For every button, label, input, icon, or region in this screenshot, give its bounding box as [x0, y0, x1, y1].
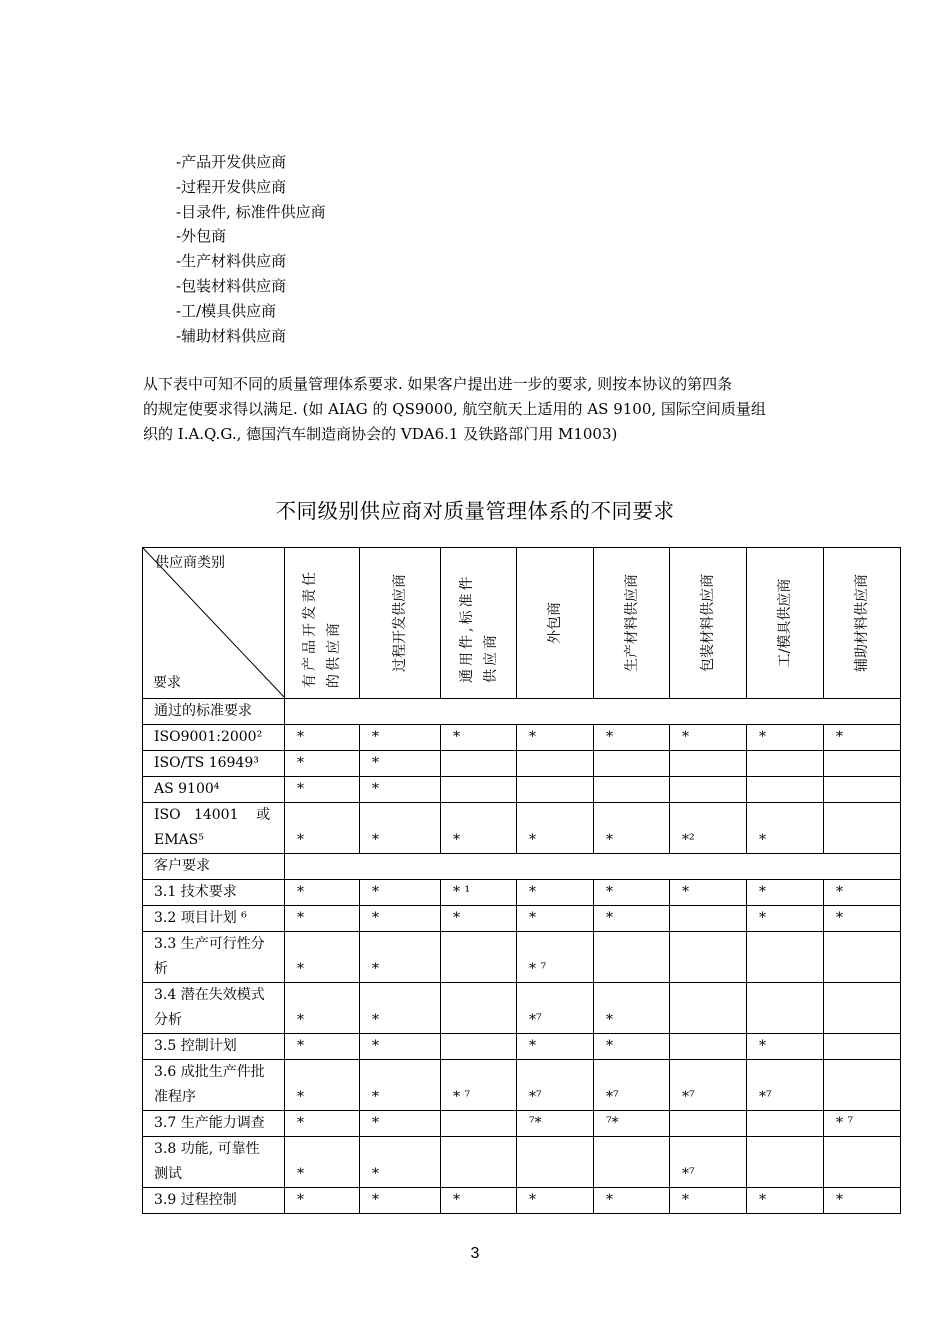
- table-row: [143, 1034, 901, 1060]
- requirement-mark: *: [360, 906, 441, 932]
- list-item: -辅助材料供应商: [176, 326, 287, 345]
- requirement-mark: * ⁷: [441, 1060, 517, 1111]
- requirement-mark: *: [360, 751, 441, 777]
- requirement-mark: ⁷*: [594, 1111, 670, 1137]
- requirement-mark: *: [670, 725, 747, 751]
- requirement-mark: [441, 777, 517, 803]
- column-header: 通用件,标准件供应商: [441, 548, 517, 699]
- requirement-mark: *: [747, 1188, 824, 1214]
- requirement-mark: * ¹: [441, 880, 517, 906]
- requirement-mark: [441, 1034, 517, 1060]
- row-label: AS 9100⁴: [143, 777, 285, 803]
- requirement-mark: *: [747, 880, 824, 906]
- requirement-mark: *: [517, 1034, 594, 1060]
- table-row: [143, 803, 901, 854]
- table-row: [143, 777, 901, 803]
- requirement-mark: *: [360, 1060, 441, 1111]
- requirement-mark: *: [594, 803, 670, 854]
- requirement-mark: *: [594, 880, 670, 906]
- list-item: -产品开发供应商: [176, 153, 287, 171]
- requirement-mark: [517, 777, 594, 803]
- requirement-mark: ⁷*: [517, 1111, 594, 1137]
- requirement-mark: *: [747, 803, 824, 854]
- requirement-mark: [824, 803, 901, 854]
- requirement-mark: [824, 751, 901, 777]
- list-item: -工/模具供应商: [176, 301, 277, 320]
- corner-top-label: 供应商类别: [155, 555, 225, 571]
- requirement-mark: [441, 1111, 517, 1137]
- row-label: 3.6 成批生产件批 准程序: [143, 1060, 285, 1111]
- section-label: 通过的标准要求: [143, 699, 285, 725]
- requirement-mark: *: [670, 880, 747, 906]
- requirement-mark: [747, 751, 824, 777]
- table-row: [143, 906, 901, 932]
- requirement-mark: *: [285, 725, 360, 751]
- requirement-mark: *: [285, 1111, 360, 1137]
- requirement-mark: [441, 1137, 517, 1188]
- requirement-mark: *: [360, 1111, 441, 1137]
- requirement-mark: *: [747, 906, 824, 932]
- intro-paragraph: [143, 372, 815, 447]
- requirement-mark: *: [285, 880, 360, 906]
- table-row: [143, 983, 901, 1034]
- requirement-mark: *⁷: [747, 1060, 824, 1111]
- requirement-mark: *: [517, 725, 594, 751]
- table-row: [143, 1111, 901, 1137]
- requirement-mark: *: [360, 725, 441, 751]
- list-item: -包装材料供应商: [176, 276, 287, 295]
- requirement-mark: *: [517, 906, 594, 932]
- requirement-mark: *: [360, 1137, 441, 1188]
- requirement-mark: *: [285, 983, 360, 1034]
- requirement-mark: *: [285, 777, 360, 803]
- requirement-mark: [517, 1137, 594, 1188]
- requirement-mark: [670, 751, 747, 777]
- requirement-mark: * ⁷: [517, 932, 594, 983]
- requirement-mark: *: [670, 1188, 747, 1214]
- row-label: 3.8 功能, 可靠性 测试: [143, 1137, 285, 1188]
- requirement-mark: *: [360, 777, 441, 803]
- requirement-mark: *⁷: [594, 1060, 670, 1111]
- row-label: 3.7 生产能力调查: [143, 1111, 285, 1137]
- requirement-mark: *⁷: [670, 1137, 747, 1188]
- list-item: -目录件, 标准件供应商: [176, 202, 326, 221]
- requirement-mark: *: [285, 1137, 360, 1188]
- requirement-mark: *: [285, 932, 360, 983]
- column-header: 工/模具供应商: [747, 548, 824, 699]
- requirement-mark: [441, 983, 517, 1034]
- paragraph-line: 从下表中可知不同的质量管理体系要求. 如果客户提出进一步的要求, 则按本协议的第四条: [143, 375, 733, 393]
- requirement-mark: *: [360, 803, 441, 854]
- requirement-mark: [670, 1111, 747, 1137]
- row-label: 3.2 项目计划 ⁶: [143, 906, 285, 932]
- requirement-mark: [824, 777, 901, 803]
- table-row: [143, 725, 901, 751]
- requirement-mark: *: [441, 1188, 517, 1214]
- requirement-mark: *: [360, 880, 441, 906]
- requirement-mark: [824, 1137, 901, 1188]
- section-label: 客户要求: [143, 854, 285, 880]
- requirement-mark: *: [441, 803, 517, 854]
- table-row: [143, 932, 901, 983]
- table-row: [143, 1060, 901, 1111]
- requirement-mark: *: [360, 932, 441, 983]
- row-label: 3.9 过程控制: [143, 1188, 285, 1214]
- corner-cell: [143, 548, 285, 699]
- paragraph-line: 织的 I.A.Q.G., 德国汽车制造商协会的 VDA6.1 及铁路部门用 M1003): [143, 425, 618, 443]
- row-label: ISO 14001 或 EMAS⁵: [143, 803, 285, 854]
- requirement-mark: [747, 777, 824, 803]
- requirement-mark: [517, 751, 594, 777]
- requirement-mark: [824, 983, 901, 1034]
- requirement-mark: *: [285, 1060, 360, 1111]
- requirement-mark: *²: [670, 803, 747, 854]
- row-label: 3.5 控制计划: [143, 1034, 285, 1060]
- requirement-mark: *: [824, 880, 901, 906]
- requirement-mark: *: [594, 725, 670, 751]
- requirement-mark: *: [285, 1034, 360, 1060]
- column-header: 生产材料供应商: [594, 548, 670, 699]
- requirement-mark: *: [824, 725, 901, 751]
- row-label: 3.1 技术要求: [143, 880, 285, 906]
- table-row: [143, 1188, 901, 1214]
- requirement-mark: [441, 932, 517, 983]
- requirement-mark: [747, 1111, 824, 1137]
- requirement-mark: *: [517, 880, 594, 906]
- requirement-mark: [747, 983, 824, 1034]
- requirements-table: [142, 547, 901, 1214]
- requirement-mark: [670, 932, 747, 983]
- section-row: [143, 699, 901, 725]
- supplier-type-list: [176, 150, 326, 348]
- requirement-mark: [594, 1137, 670, 1188]
- requirement-mark: *: [594, 983, 670, 1034]
- requirement-mark: [594, 932, 670, 983]
- requirement-mark: [670, 1034, 747, 1060]
- requirement-mark: *: [517, 803, 594, 854]
- requirement-mark: *: [285, 803, 360, 854]
- requirement-mark: *: [441, 906, 517, 932]
- column-header: 过程开发供应商: [360, 548, 441, 699]
- requirement-mark: [441, 751, 517, 777]
- requirement-mark: [670, 777, 747, 803]
- requirement-mark: *: [441, 725, 517, 751]
- requirement-mark: *: [824, 906, 901, 932]
- row-label: 3.3 生产可行性分 析: [143, 932, 285, 983]
- table-title: 不同级别供应商对质量管理体系的不同要求: [275, 499, 675, 523]
- table-row: [143, 1137, 901, 1188]
- requirement-mark: [670, 983, 747, 1034]
- requirement-mark: [824, 1034, 901, 1060]
- requirement-mark: *: [360, 1034, 441, 1060]
- requirement-mark: *: [285, 1188, 360, 1214]
- requirement-mark: *: [594, 906, 670, 932]
- requirement-mark: *: [824, 1188, 901, 1214]
- table-row: [143, 880, 901, 906]
- list-item: -过程开发供应商: [176, 177, 287, 196]
- requirement-mark: * ⁷: [824, 1111, 901, 1137]
- requirement-mark: [594, 751, 670, 777]
- column-header: 辅助材料供应商: [824, 548, 901, 699]
- requirement-mark: *⁷: [517, 1060, 594, 1111]
- row-label: 3.4 潜在失效模式 分析: [143, 983, 285, 1034]
- requirement-mark: *: [360, 1188, 441, 1214]
- column-header: 包装材料供应商: [670, 548, 747, 699]
- list-item: -外包商: [176, 227, 227, 246]
- requirement-mark: *: [594, 1034, 670, 1060]
- row-label: ISO/TS 16949³: [143, 751, 285, 777]
- corner-bottom-label: 要求: [153, 675, 181, 691]
- requirement-mark: *⁷: [517, 983, 594, 1034]
- list-item: -生产材料供应商: [176, 252, 287, 271]
- requirement-mark: [824, 932, 901, 983]
- requirement-mark: *: [747, 1034, 824, 1060]
- page-number: 3: [470, 1245, 480, 1262]
- requirement-mark: *: [360, 983, 441, 1034]
- paragraph-line: 的规定使要求得以满足. (如 AIAG 的 QS9000, 航空航天上适用的 AS 9100, 国际空间质量组: [143, 400, 766, 418]
- requirement-mark: *: [517, 1188, 594, 1214]
- requirement-mark: [670, 906, 747, 932]
- row-label: ISO9001:2000²: [143, 725, 285, 751]
- table-header-row: [143, 548, 901, 699]
- requirement-mark: *: [285, 751, 360, 777]
- requirement-mark: *: [285, 906, 360, 932]
- requirement-mark: [747, 1137, 824, 1188]
- section-row: [143, 854, 901, 880]
- requirement-mark: [594, 777, 670, 803]
- requirement-mark: [824, 1060, 901, 1111]
- requirement-mark: [747, 932, 824, 983]
- requirement-mark: *: [747, 725, 824, 751]
- column-header: 有产品开发责任的供应商: [285, 548, 360, 699]
- requirement-mark: *: [594, 1188, 670, 1214]
- requirement-mark: *⁷: [670, 1060, 747, 1111]
- table-row: [143, 751, 901, 777]
- column-header: 外包商: [517, 548, 594, 699]
